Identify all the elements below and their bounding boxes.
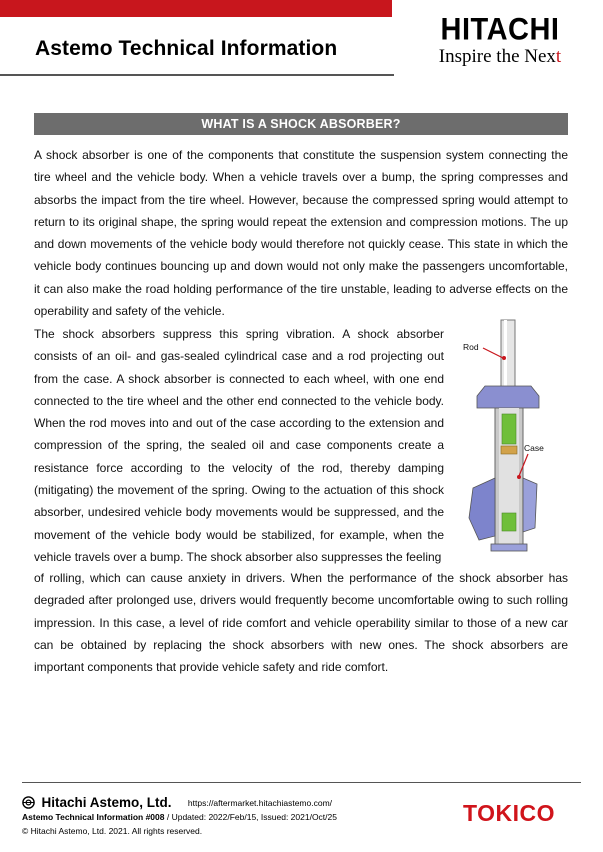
bracket-right (523, 478, 537, 532)
slogan-last-letter: t (555, 46, 562, 67)
footer-brand-row (22, 794, 332, 812)
knuckle-bracket (469, 478, 495, 540)
case-label: Case (524, 443, 544, 453)
hitachi-logo (420, 12, 580, 68)
hitachi-mark-icon (22, 796, 35, 809)
upper-mount (477, 386, 539, 408)
rod-leader-line (483, 348, 503, 358)
footer-doc-number: Astemo Technical Information #008 (22, 812, 165, 822)
case-leader-dot (517, 475, 521, 479)
title-underline (0, 74, 394, 76)
paragraph-function: The shock absorbers suppress this spring vibration. A shock absorber consists of an oil- and gas-sealed cylindrical case and a rod projecting out from the case. A shock absorber is connected to each wheel, with one end connected to the tire wheel and the other end connected to the vehicle body. When the rod moves into and out of the case according to the extension and compression of the spring, the sealed oil and case components create a resistance force according to the velocity of the rod, thereby damping (mitigating) the movement of the spring. Owing to the actuation of this shock absorber, undesired vehicle body movements would be suppressed, and the movement of the vehicle body would be stabilized, for example, when the vehicle travels over a bump. The shock absorber also suppresses the feeling (34, 327, 444, 564)
footer-website-link[interactable]: https://aftermarket.hitachiastemo.com/ (187, 797, 333, 808)
rod-leader-dot (502, 356, 506, 360)
footer-copyright: © Hitachi Astemo, Ltd. 2021. All rights reserved. (22, 826, 203, 836)
rod-label: Rod (463, 342, 479, 352)
footer-divider (22, 782, 581, 783)
footer-dates: / Updated: 2022/Feb/15, Issued: 2021/Oct/25 (164, 812, 337, 822)
footer-company-name: Hitachi Astemo, Ltd. (41, 795, 172, 811)
lower-mount (491, 544, 527, 551)
header-red-bar (0, 0, 392, 17)
piston-seal (501, 446, 517, 454)
document-title: Astemo Technical Information (35, 37, 338, 60)
paragraph-replacement: of rolling, which can cause anxiety in drivers. When the performance of the shock absorber has degraded after prolonged use, drivers would frequently become uncomfortable owing to such rolling impression. In this case, a level of ride comfort and vehicle operability similar to those of a new car can be obtained by replacing the shock absorbers with new ones. The shock absorbers are important components that provide vehicle safety and ride comfort. (34, 571, 568, 675)
piston-green (502, 414, 516, 444)
footer-document-info (22, 812, 337, 822)
section-heading: WHAT IS A SHOCK ABSORBER? (34, 113, 568, 135)
tokico-logo: TOKICO (463, 800, 556, 826)
hitachi-slogan (420, 46, 580, 68)
shock-absorber-illustration (455, 318, 575, 553)
paragraph-intro: A shock absorber is one of the components that constitute the suspension system connecting the tire wheel and the vehicle body. When a vehicle travels over a bump, the spring compresses and absorbs the impact from the tire wheel. However, because the compressed spring would attempt to return to its original shape, the spring would repeat the extension and compression motions. The up and down movements of the vehicle body would therefore not quickly cease. This state in which the vehicle body continues bouncing up and down would not only make the passengers uncomfortable, it can also make the road holding performance of the tire unstable, leading to adverse effects on the operability and safety of the vehicle. (34, 148, 568, 319)
hitachi-wordmark: HITACHI (440, 12, 560, 48)
valve-green (502, 513, 516, 531)
slogan-main: Inspire the Nex (438, 46, 556, 67)
